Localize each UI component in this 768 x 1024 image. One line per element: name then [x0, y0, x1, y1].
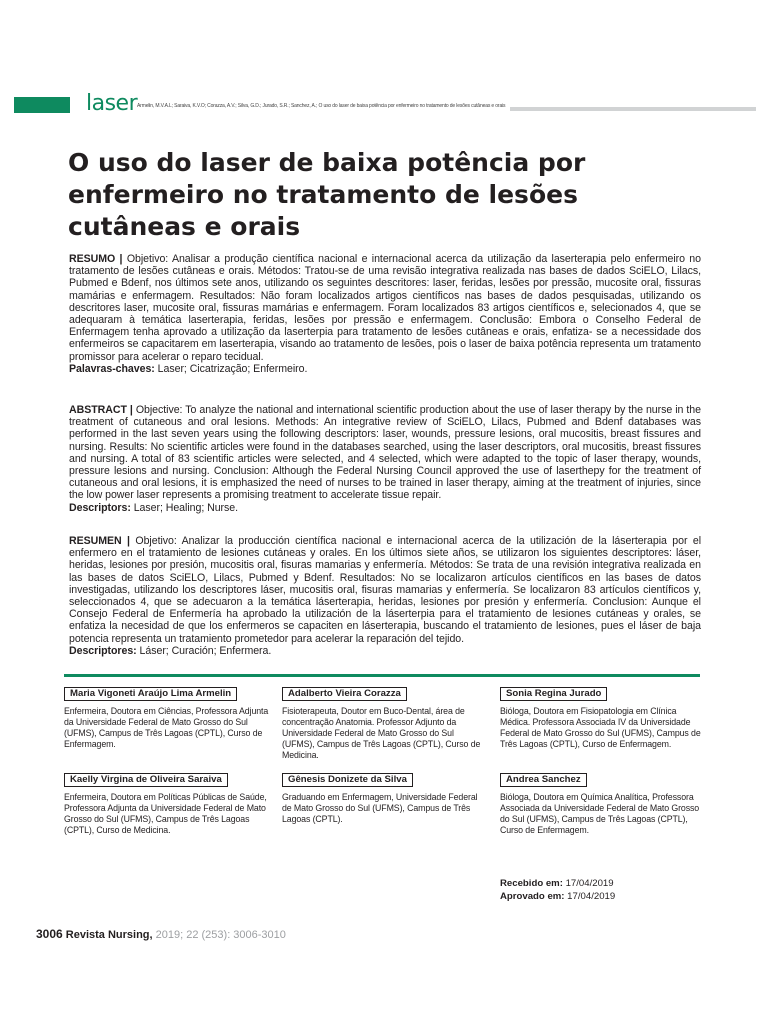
- author-affiliation: Enfermeira, Doutora em Políticas Públicas de Saúde, Professora Adjunta da Universidade Federal de Mato Grosso do Sul (UFMS), Campus de Três Lagoas (CPTL), Curso de Medicina.: [64, 792, 267, 835]
- author-card: [500, 683, 705, 750]
- author-card: [500, 769, 705, 836]
- page-footer: [36, 927, 286, 941]
- resumen-label: RESUMEN |: [69, 535, 130, 547]
- author-affiliation: Enfermeira, Doutora em Ciências, Professora Adjunta da Universidade Federal de Mato Grosso do Sul (UFMS), Campus de Três Lagoas (CPTL), Curso de Enfermagem.: [64, 706, 269, 749]
- page-number: 3006: [36, 927, 63, 941]
- resumo-block: [69, 253, 701, 375]
- journal-name: Revista Nursing,: [65, 929, 153, 941]
- running-citation: Armelin, M.V.A.L; Saraiva, K.V.O; Corazza, A.V.; Silva, G.D.; Jurado, S.R.; Sanchez, A.; O uso do laser de baixa potência por enfermeiro no tratamento de lesões cutâneas e orais: [137, 103, 506, 109]
- abstract-text: Objective: To analyze the national and international scientific production about the use of laser therapy by the nurse in the treatment of cutaneous and oral lesions. Methods: An integrative review of SciELO, Lilacs, Pubmed and Bdenf databases was performed in the last seven years using the following descriptors: laser, wounds, pressure lesions, oral mucositis, breast fissures and nursing. Results: No scientific articles were found in the databases searched, using the laser descriptors, oral mucositis, breast fissures and nursing. A total of 83 scientific articles were selected, and 4 selected, which were adapted to the topic of laser therapy, wounds, pressure lesions and nursing. Conclusion: Although the Federal Nursing Council approved the use of laserthepy for the treatment of cutaneous and oral lesions, it is emphasized the need of nurses to be trained in laser therapy, aiming at the treatment of injuries, since the low power laser represents a promising treatment to accelerate tissue repair.: [69, 404, 701, 502]
- resumo-label: RESUMO |: [69, 253, 123, 265]
- resumen-block: [69, 535, 701, 657]
- resumen-keywords: Láser; Curación; Enfermera.: [136, 644, 272, 657]
- author-card: [282, 683, 487, 761]
- received-date: [500, 877, 615, 890]
- section-label: laser: [86, 91, 138, 116]
- submission-dates: [500, 877, 615, 903]
- resumen-text: Objetivo: Analizar la producción científica nacional e internacional acerca de la utilización de la láserterapia por el enfermero en el tratamiento de lesiones cutáneas y orales. En los últimos siete años, se utilizaron los siguientes descriptores: láser, heridas, lesiones por presión, mucositis oral, fisuras mamarias y enfermería. Métodos: Se trata de una revisión integrativa realizada en las bases de datos SciELO, Lilacs, Pubmed y Bdenf. Resultados: No se localizaron artículos científicos en las bases de datos investigadas, utilizando los descriptores láser, mucositis oral, fisuras mamarias y enfermería. Se localizaron 83 artículos científicos y, seleccionados 4, que se adecuaron a la temática láserterapia, heridas, lesiones por presión y enfermería. Conclusion: Aunque el Consejo Federal de Enfermería ha aprobado la utilización de la láserterpia para el tratamiento de lesiones cutáneas y orales, se enfatiza la necesidad de que los enfermeros se capaciten en láserterapia, buscando el tratamiento de lesiones, pues el láser de baja potencia representa un tratamiento prometedor para acelerar la reparación del tejido.: [69, 535, 701, 645]
- approved-date: [500, 890, 615, 903]
- author-name: Sonia Regina Jurado: [500, 687, 607, 701]
- resumen-keywords-label: Descriptores:: [69, 644, 137, 657]
- author-name: Andrea Sanchez: [500, 773, 587, 787]
- author-card: [282, 769, 487, 825]
- article-title: O uso do laser de baixa potência por enfermeiro no tratamento de lesões cutâneas e orais: [68, 148, 586, 241]
- abstract-block: [69, 404, 701, 514]
- header-rule: [510, 107, 756, 111]
- authors-divider: [64, 674, 700, 677]
- author-name: Adalberto Vieira Corazza: [282, 687, 407, 701]
- author-card: [64, 683, 269, 750]
- resumo-keywords-label: Palavras-chaves:: [69, 362, 155, 375]
- section-color-bar: [14, 97, 70, 113]
- author-name: Kaelly Virgina de Oliveira Saraiva: [64, 773, 228, 787]
- approved-label: Aprovado em:: [500, 891, 565, 902]
- abstract-label: ABSTRACT |: [69, 404, 133, 416]
- author-name: Gênesis Donizete da Silva: [282, 773, 413, 787]
- resumo-text: Objetivo: Analisar a produção científica nacional e internacional acerca da utilização da laserterapia pelo enfermeiro no tratamento de lesões cutâneas e orais. Métodos: Tratou-se de uma revisão integrativa realizada nas bases de dados SciELO, Lilacs, Pubmed e Bdenf, nos últimos sete anos, utilizando os seguintes descritores: laser, feridas, lesões por pressão, mucosite oral, fissuras mamárias e enfermagem. Resultados: Não foram localizados artigos científicos nas bases de dados pesquisadas, utilizando os descritores laser, mucosite oral, fissuras mamárias e enfermagem. Foram localizados 83 artigos científicos e, selecionados 4, que se adequaram à temática laserterapia, feridas, lesões por pressão e enfermagem. Conclusão: Embora o Conselho Federal de Enfermagem tenha aprovado a utilização da laserterpia para tratamento de lesões cutâneas e orais, enfatiza- se a necessidade dos enfermeiros se capacitarem em laserterapia, visando ao tratamento de lesões, pois o laser de baixa potência representa um tratamento promissor para acelerar o reparo tecidual.: [69, 253, 701, 363]
- abstract-keywords-label: Descriptors:: [69, 501, 131, 514]
- author-affiliation: Graduando em Enfermagem, Universidade Federal de Mato Grosso do Sul (UFMS), Campus de Três Lagoas (CPTL).: [282, 792, 478, 824]
- received-value: 17/04/2019: [562, 878, 614, 889]
- abstract-keywords: Laser; Healing; Nurse.: [130, 501, 239, 514]
- received-label: Recebido em:: [500, 878, 563, 889]
- author-affiliation: Bióloga, Doutora em Fisiopatologia em Clínica Médica. Professora Associada IV da Universidade Federal de Mato Grosso do Sul (UFMS), Campus de Três Lagoas (CPTL), Curso de Enfermagem.: [500, 706, 701, 749]
- resumo-keywords: Laser; Cicatrização; Enfermeiro.: [154, 362, 308, 375]
- author-affiliation: Fisioterapeuta, Doutor em Buco-Dental, área de concentração Anatomia. Professor Adjunto da Universidade Federal de Mato Grosso do Sul (UFMS), Campus de Três Lagoas (CPTL), Curso de Medicina.: [282, 706, 481, 760]
- author-name: Maria Vigoneti Araújo Lima Armelin: [64, 687, 237, 701]
- journal-volume: 2019; 22 (253): 3006-3010: [152, 929, 286, 941]
- author-card: [64, 769, 269, 836]
- approved-value: 17/04/2019: [564, 891, 616, 902]
- author-affiliation: Bióloga, Doutora em Química Analítica, Professora Associada da Universidade Federal de Mato Grosso do Sul (UFMS), Campus de Três Lagoas (CPTL), Curso de Enfermagem.: [500, 792, 700, 835]
